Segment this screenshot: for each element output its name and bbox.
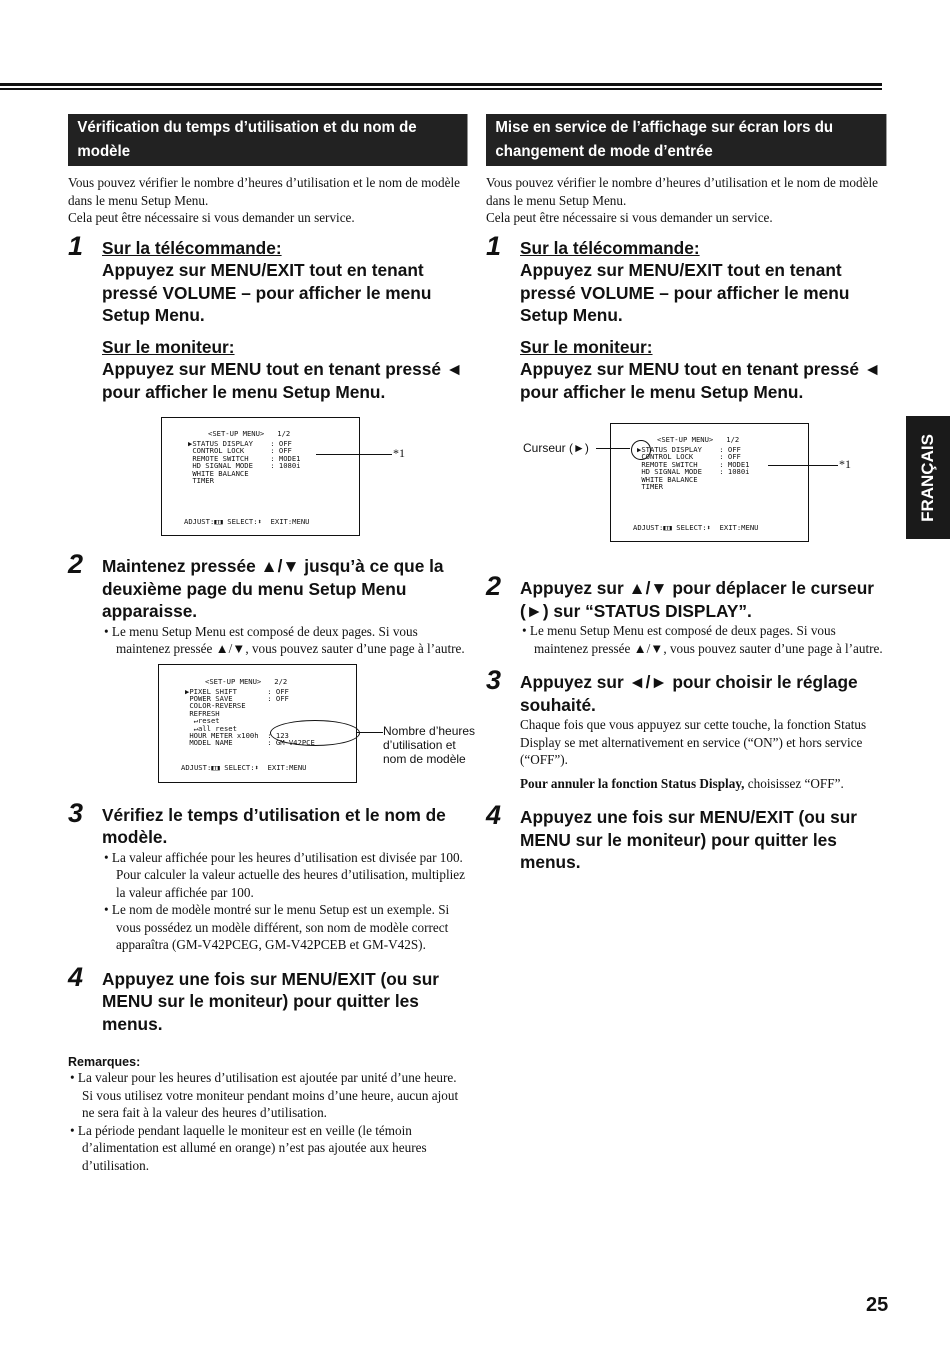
section-heading-usage: Vérification du temps d’utilisation et du nom de modèle xyxy=(68,114,467,166)
step-number: 1 xyxy=(68,230,84,261)
step-1 xyxy=(68,230,465,404)
cursor-label: Curseur (►) xyxy=(523,441,589,455)
left-column xyxy=(68,114,476,1174)
step-4: 4 Appuyez une fois sur MENU/EXIT (ou sur MENU sur le moniteur) pour quitter les menus. xyxy=(68,961,440,1034)
step-2: 2 Appuyez sur ▲/▼ pour déplacer le curseur (►) sur “STATUS DISPLAY”. • Le menu Setup Menu est composé de deux pages. Si vous maintenez pressée ▲/▼, vous pouvez sauter d’une page à l’autre. xyxy=(486,571,883,656)
setup-menu-screen-2: <SET-UP MENU> 2/2 ▶PIXEL SHIFT : OFF POWER SAVE : OFF COLOR-REVERSE REFRESH ↵reset ↵all reset HOUR METER x100h : 123 MODEL NAME : GM-V42PCE ADJUST:◧◨ SELECT:⬍ EXIT:MENU xyxy=(158,664,357,783)
footnote-mark: *1 xyxy=(393,446,405,460)
top-rule xyxy=(0,83,882,86)
callout-hours-model: Nombre d’heures d’utilisation et nom de modèle xyxy=(383,723,476,766)
callout-line-2 xyxy=(357,732,383,733)
callout-line xyxy=(768,465,838,466)
monitor-instruction: Appuyez sur MENU tout en tenant pressé ◄ pour afficher le menu Setup Menu. xyxy=(102,359,463,402)
step-3: 3 Vérifiez le temps d’utilisation et le nom de modèle. • La valeur affichée pour les heures d’utilisation est divisée par 100. Pour calculer la valeur actuelle des heures d’utilisation, multipliez la valeur affichée par 100. • Le nom de modèle montré sur le menu Setup est un exemple. Si vous possédez un modèle différent, son nom de modèle correct apparaîtra (GM-V42PCEG, GM-V42PCEB et GM-V42S). xyxy=(68,797,465,952)
intro-text: Vous pouvez vérifier le nombre d’heures d’utilisation et le nom de modèle dans le menu Setup Menu. Cela peut être nécessaire si vous demander un service. xyxy=(68,175,460,225)
language-tab: FRANÇAIS xyxy=(906,416,950,539)
step-4: 4 Appuyez une fois sur MENU/EXIT (ou sur MENU sur le moniteur) pour quitter les menus. xyxy=(486,800,858,872)
step-3: 3 Appuyez sur ◄/► pour choisir le réglage souhaité. Chaque fois que vous appuyez sur cette touche, la fonction Status Display se met alternativement en service (“ON”) et hors service (“OFF”). Pour annuler la fonction Status Display, choisissez “OFF”. xyxy=(486,665,867,791)
menu-footer: ADJUST:◧◨ SELECT:⬍ EXIT:MENU xyxy=(184,516,310,526)
menu-diagram-cursor: Curseur (►) <SET-UP MENU> 1/2 ▶STATUS DISPLAY : OFF CONTROL LOCK : OFF REMOTE SWITCH : MODE1 HD SIGNAL MODE : 1080i WHITE BALANCE TIMER ADJUST:◧◨ SELECT:⬍ EXIT:MENU *1 xyxy=(486,403,884,555)
menu-diagram-1 xyxy=(68,403,465,541)
setup-menu-screen: <SET-UP MENU> 1/2 ▶STATUS DISPLAY : OFF CONTROL LOCK : OFF REMOTE SWITCH : MODE1 HD SIGNAL MODE : 1080i WHITE BALANCE TIMER ADJUST:◧◨ SELECT:⬍ EXIT:MENU xyxy=(161,417,360,536)
remote-label: Sur la télécommande: xyxy=(102,237,282,258)
menu-diagram-2 xyxy=(68,658,476,784)
remark-1: • La valeur pour les heures d’utilisation est ajoutée par unité d’une heure. Si vous utilisez votre moniteur pendant moins d’une heure, aucun ajout ne sera fait à la valeur des heures d’utilisation. xyxy=(70,1070,459,1120)
step-2: 2 Maintenez pressée ▲/▼ jusqu’à ce que la deuxième page du menu Setup Menu apparaisse. • Le menu Setup Menu est composé de deux pages. Si vous maintenez pressée ▲/▼, vous pouvez sauter d’une page à l’autre. xyxy=(68,549,465,656)
remarks-title: Remarques: xyxy=(68,1055,141,1069)
right-column: Mise en service de l’affichage sur écran lors du changement de mode d’entrée Vous pouvez vérifier le nombre d’heures d’utilisation et le nom de modèle dans le menu Setup Menu. Cela peut être nécessaire si vous demander un service. 1 Sur la télécommande: Appuyez sur MENU/EXIT tout en tenant pressé VOLUME – pour afficher le menu Setup Menu. Sur le moniteur: Appuyez sur MENU tout en tenant pressé ◄ pour afficher le menu Setup Menu. Curseur (►) <SET-UP MENU> 1/2 ▶STATUS DISPLAY : OFF CONTROL LOCK : OFF REMOTE SWITCH : MODE1 HD SIGNAL MODE : 1080i WHITE BALANCE TIMER ADJUST:◧◨ SELECT:⬍ EXIT:MENU *1 2 Appuyez sur ▲/▼ pour déplacer le curseur (►) sur “STATUS DISPLAY”. • Le menu Setup Menu est composé de deux pages. Si vous maintenez pressée ▲/▼, vous pouvez sauter d’une page à l’autre. 3 Appuyez sur ◄/► pour choisir le réglage souhaité. Chaque fois que vous appuyez sur cette touche, la fonction Status Display se met alternativement en service (“ON”) et hors service (“OFF”). Pour annuler la fonction Status Display, choisissez “OFF”. 4 Appuyez une fois sur MENU/EXIT (ou sur MENU sur le moniteur) pour quitter les menus. xyxy=(486,114,884,874)
setup-menu-screen: <SET-UP MENU> 1/2 ▶STATUS DISPLAY : OFF CONTROL LOCK : OFF REMOTE SWITCH : MODE1 HD SIGNAL MODE : 1080i WHITE BALANCE TIMER ADJUST:◧◨ SELECT:⬍ EXIT:MENU xyxy=(610,423,809,542)
monitor-label: Sur le moniteur: xyxy=(102,336,235,357)
remote-instruction: Appuyez sur MENU/EXIT tout en tenant pressé VOLUME – pour afficher le menu Setup Menu. xyxy=(102,260,432,325)
remark-2: • La période pendant laquelle le moniteur est en veille (le témoin d’alimentation est allumé en orange) n’est pas ajoutée aux heures d’utilisation. xyxy=(70,1122,427,1173)
callout-line xyxy=(316,454,392,455)
step-1: 1 Sur la télécommande: Appuyez sur MENU/EXIT tout en tenant pressé VOLUME – pour afficher le menu Setup Menu. Sur le moniteur: Appuyez sur MENU tout en tenant pressé ◄ pour afficher le menu Setup Menu. xyxy=(486,230,881,402)
top-rule-thin xyxy=(0,88,882,90)
section-heading-status-display: Mise en service de l’affichage sur écran lors du changement de mode d’entrée xyxy=(486,114,886,166)
page-number: 25 xyxy=(866,1294,889,1316)
cursor-highlight-circle xyxy=(631,440,651,460)
highlight-ellipse xyxy=(270,720,360,746)
